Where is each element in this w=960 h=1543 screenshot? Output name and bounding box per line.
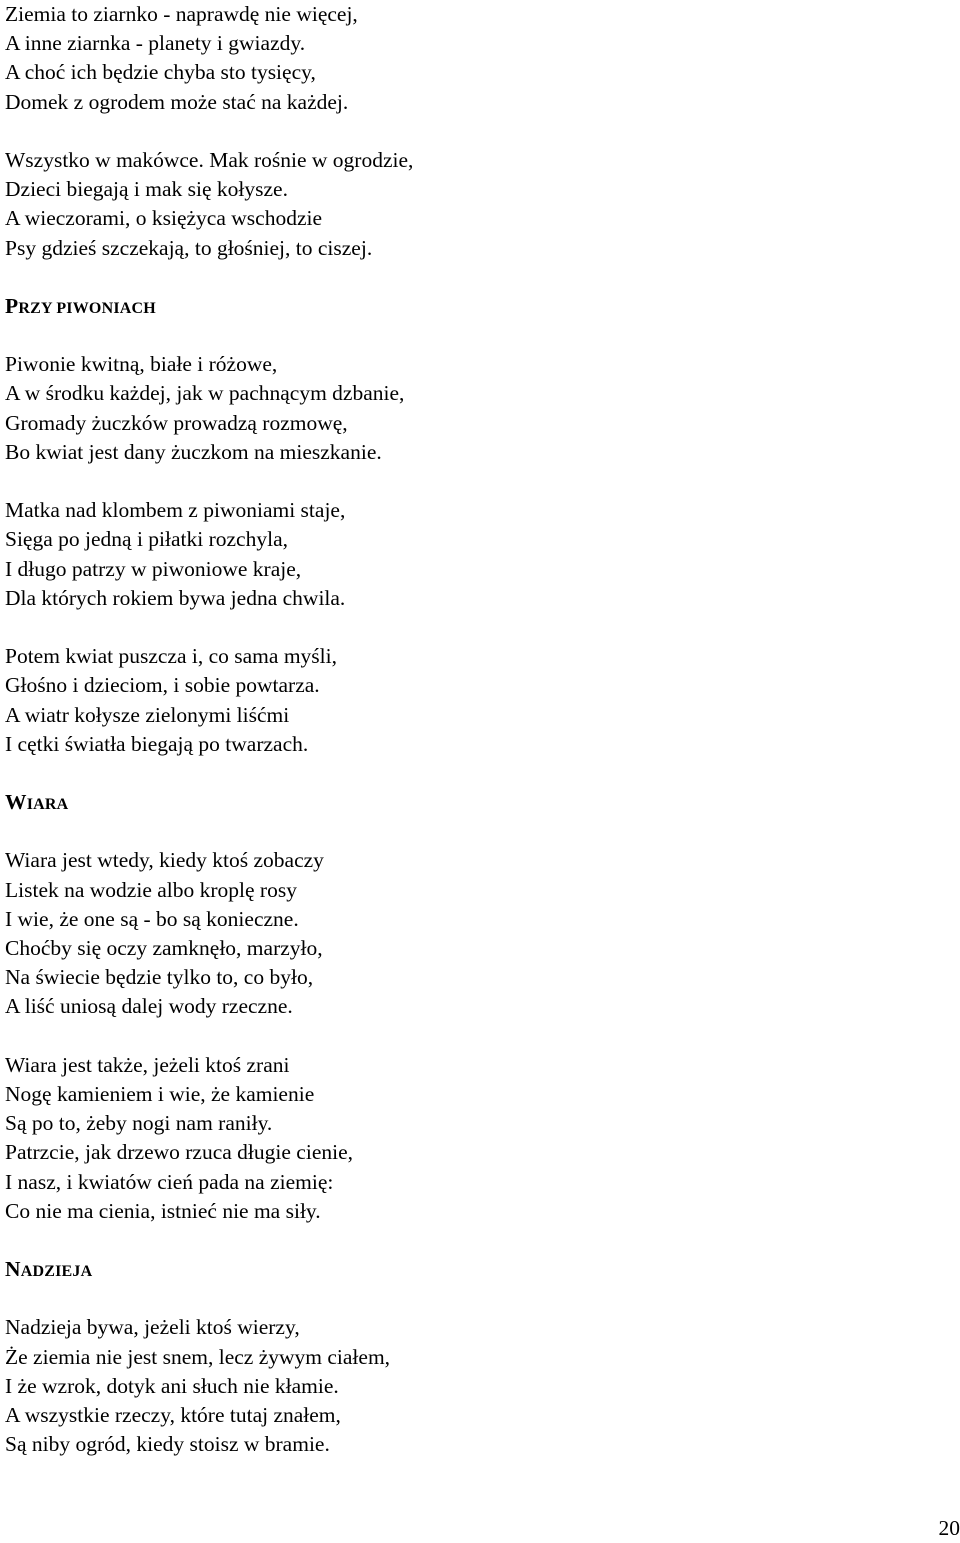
- verse-line: I cętki światła biegają po twarzach.: [5, 731, 309, 756]
- stanza-gap: [5, 613, 945, 642]
- stanza-gap: [5, 1022, 945, 1051]
- stanza: [5, 846, 945, 1021]
- stanza-gap: [5, 117, 945, 146]
- verse-line: Wszystko w makówce. Mak rośnie w ogrodzie,: [5, 147, 414, 172]
- verse-line: Dzieci biegają i mak się kołysze.: [5, 177, 288, 202]
- verse-line: Ziemia to ziarnko - naprawdę nie więcej,: [5, 2, 358, 26]
- verse-line: Domek z ogrodem może stać na każdej.: [5, 89, 349, 114]
- poem-title: [5, 292, 945, 321]
- verse-line: Patrzcie, jak drzewo rzuca długie cienie,: [5, 1140, 353, 1165]
- verse-line: Są po to, żeby nogi nam raniły.: [5, 1111, 273, 1136]
- verse-line: Że ziemia nie jest snem, lecz żywym ciałem,: [5, 1344, 391, 1369]
- stanza: [5, 0, 945, 117]
- stanza-gap: [5, 263, 945, 292]
- stanza: [5, 496, 945, 613]
- poem-title-rest: ADZIEJA: [20, 1263, 93, 1281]
- stanza: [5, 1051, 945, 1226]
- stanza-gap: [5, 467, 945, 496]
- verse-line: Gromady żuczków prowadzą rozmowę,: [5, 410, 348, 435]
- poem-title-initial: P: [5, 293, 19, 318]
- poem-title: [5, 1255, 945, 1284]
- verse-line: I długo patrzy w piwoniowe kraje,: [5, 556, 302, 581]
- stanza: [5, 1313, 945, 1459]
- verse-line: Wiara jest wtedy, kiedy ktoś zobaczy: [5, 848, 324, 873]
- page-number: 20: [938, 1516, 960, 1540]
- verse-line: Są niby ogród, kiedy stoisz w bramie.: [5, 1432, 330, 1457]
- verse-line: A choć ich będzie chyba sto tysięcy,: [5, 60, 316, 85]
- stanza-gap: [5, 817, 945, 846]
- verse-line: I że wzrok, dotyk ani słuch nie kłamie.: [5, 1373, 339, 1398]
- stanza-gap: [5, 1284, 945, 1313]
- poem-title-rest: IARA: [26, 796, 69, 814]
- verse-line: Psy gdzieś szczekają, to głośniej, to ciszej.: [5, 235, 373, 260]
- verse-line: A wiatr kołysze zielonymi liśćmi: [5, 702, 290, 727]
- stanza: [5, 642, 945, 759]
- poem-title-initial: N: [5, 1257, 21, 1282]
- stanza-gap: [5, 321, 945, 350]
- verse-line: Listek na wodzie albo kroplę rosy: [5, 877, 297, 902]
- poem-title-initial: W: [5, 790, 27, 815]
- verse-line: Piwonie kwitną, białe i różowe,: [5, 352, 278, 377]
- verse-line: A wieczorami, o księżyca wschodzie: [5, 206, 322, 231]
- verse-line: A inne ziarnka - planety i gwiazdy.: [5, 31, 306, 56]
- verse-line: Sięga po jedną i piłatki rozchyla,: [5, 527, 288, 552]
- verse-line: Bo kwiat jest dany żuczkom na mieszkanie.: [5, 439, 382, 464]
- poem-title-rest: RZY PIWONIACH: [18, 299, 156, 317]
- verse-line: I wie, że one są - bo są konieczne.: [5, 906, 299, 931]
- poem-title: [5, 788, 945, 817]
- verse-line: I nasz, i kwiatów cień pada na ziemię:: [5, 1169, 334, 1194]
- stanza-gap: [5, 759, 945, 788]
- verse-line: Matka nad klombem z piwoniami staje,: [5, 498, 346, 523]
- stanza-gap: [5, 1226, 945, 1255]
- stanza: [5, 350, 945, 467]
- verse-line: Co nie ma cienia, istnieć nie ma siły.: [5, 1198, 321, 1223]
- verse-line: Na świecie będzie tylko to, co było,: [5, 965, 314, 990]
- verse-line: Choćby się oczy zamknęło, marzyło,: [5, 936, 323, 960]
- verse-line: A liść uniosą dalej wody rzeczne.: [5, 994, 293, 1019]
- verse-line: Nogę kamieniem i wie, że kamienie: [5, 1081, 315, 1106]
- verse-line: Dla których rokiem bywa jedna chwila.: [5, 585, 346, 610]
- verse-line: Nadzieja bywa, jeżeli ktoś wierzy,: [5, 1315, 300, 1340]
- verse-line: Potem kwiat puszcza i, co sama myśli,: [5, 644, 337, 669]
- stanza: [5, 146, 945, 263]
- verse-line: Wiara jest także, jeżeli ktoś zrani: [5, 1052, 290, 1077]
- verse-line: A w środku każdej, jak w pachnącym dzbanie,: [5, 381, 405, 406]
- verse-line: Głośno i dzieciom, i sobie powtarza.: [5, 673, 320, 698]
- document-page: [5, 0, 945, 1459]
- verse-line: A wszystkie rzeczy, które tutaj znałem,: [5, 1403, 341, 1427]
